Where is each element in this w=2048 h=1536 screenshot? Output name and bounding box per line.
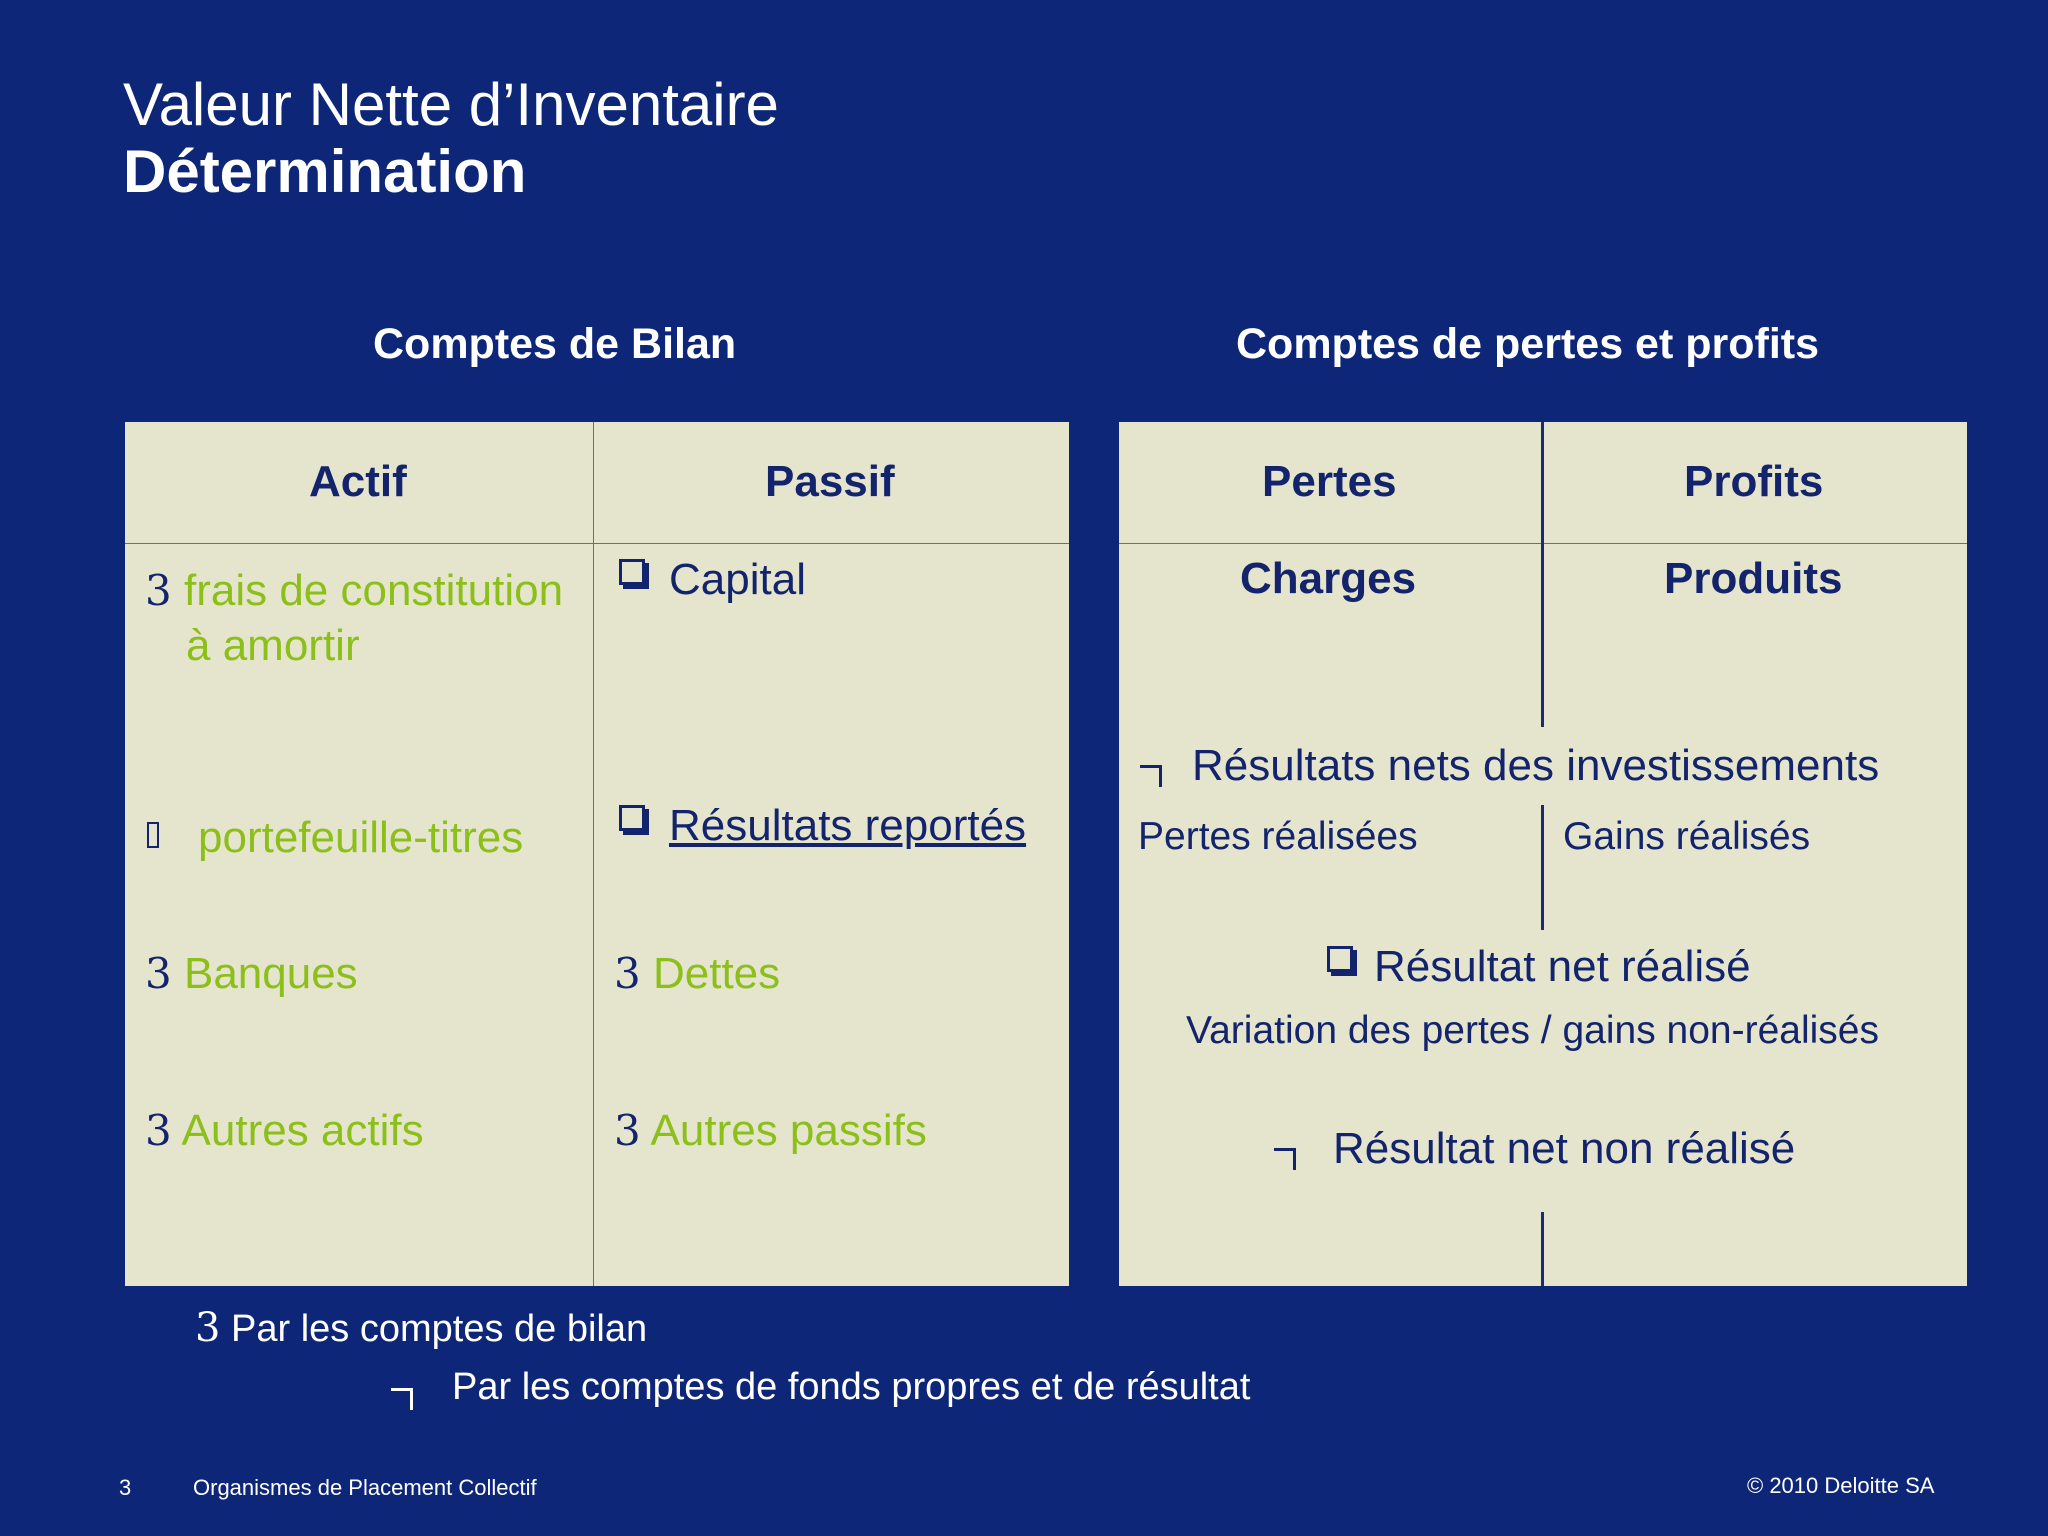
pertes-header: Pertes	[1262, 457, 1397, 506]
produits-label: Produits	[1664, 554, 1843, 603]
actif-item-autres-label: Autres actifs	[181, 1106, 424, 1155]
resultats-nets-investissements: Résultats nets des investissements	[1192, 741, 1880, 790]
pp-panel	[1119, 422, 1967, 1286]
passif-item-resultats-reportes: Résultats reportés	[669, 801, 1027, 850]
angle-bullet-icon	[391, 1388, 413, 1410]
charges-label: Charges	[1240, 554, 1417, 603]
pp-column-divider-bottom	[1541, 1212, 1544, 1286]
checkbox-square-icon	[619, 559, 645, 585]
passif-item-dettes-label: Dettes	[652, 949, 781, 998]
bullet-3-icon: 3	[614, 949, 641, 998]
actif-item-portefeuille: portefeuille-titres	[198, 813, 524, 862]
slide-title: Valeur Nette d’Inventaire	[123, 71, 779, 138]
passif-item-capital: Capital	[669, 555, 806, 604]
gains-realises: Gains réalisés	[1563, 815, 1811, 858]
angle-bullet-icon	[1140, 765, 1162, 787]
passif-header: Passif	[765, 457, 895, 506]
profits-header: Profits	[1684, 457, 1824, 506]
pp-section-title: Comptes de pertes et profits	[1236, 320, 1819, 368]
bilan-section-title: Comptes de Bilan	[373, 320, 737, 368]
pertes-realisees: Pertes réalisées	[1138, 815, 1418, 858]
actif-item-banques	[145, 947, 358, 1001]
passif-item-autres-label: Autres passifs	[650, 1106, 927, 1155]
bilan-header-divider	[125, 543, 1069, 544]
footer-copyright: © 2010 Deloitte SA	[1747, 1473, 1935, 1498]
actif-item-autres	[145, 1104, 424, 1158]
resultat-net-non-realise: Résultat net non réalisé	[1333, 1124, 1796, 1173]
bilan-panel	[125, 422, 1069, 1286]
pp-column-divider-top	[1541, 422, 1544, 727]
page-number: 3	[119, 1475, 132, 1500]
pp-column-divider-middle	[1541, 805, 1544, 930]
actif-item-frais-line2: à amortir	[186, 621, 360, 670]
legend-item-bilan	[195, 1305, 647, 1352]
angle-bullet-icon	[1274, 1148, 1296, 1170]
bullet-3-icon: 3	[195, 1305, 221, 1351]
checkbox-square-icon	[1327, 946, 1353, 972]
footer-subject: Organismes de Placement Collectif	[193, 1475, 537, 1500]
bullet-3-icon: 3	[145, 566, 172, 615]
passif-item-dettes	[614, 947, 780, 1001]
resultat-net-realise: Résultat net réalisé	[1374, 942, 1751, 991]
bullet-3-icon: 3	[614, 1106, 641, 1155]
legend-item-fonds-propres: Par les comptes de fonds propres et de résultat	[452, 1366, 1251, 1408]
variation-pertes-gains: Variation des pertes / gains non-réalisés	[1186, 1009, 1879, 1052]
bullet-3-icon: 3	[145, 1106, 172, 1155]
legend-item-bilan-label: Par les comptes de bilan	[231, 1308, 648, 1350]
bilan-column-divider	[593, 422, 594, 1286]
passif-item-autres	[614, 1104, 927, 1158]
bullet-3-icon: 3	[145, 949, 172, 998]
actif-item-frais	[145, 564, 563, 618]
actif-header: Actif	[309, 457, 407, 506]
missing-glyph-icon	[147, 822, 159, 848]
actif-item-banques-label: Banques	[183, 949, 358, 998]
checkbox-square-icon	[619, 805, 645, 831]
slide-subtitle: Détermination	[123, 138, 527, 205]
actif-item-frais-line1: frais de constitution	[183, 566, 564, 615]
